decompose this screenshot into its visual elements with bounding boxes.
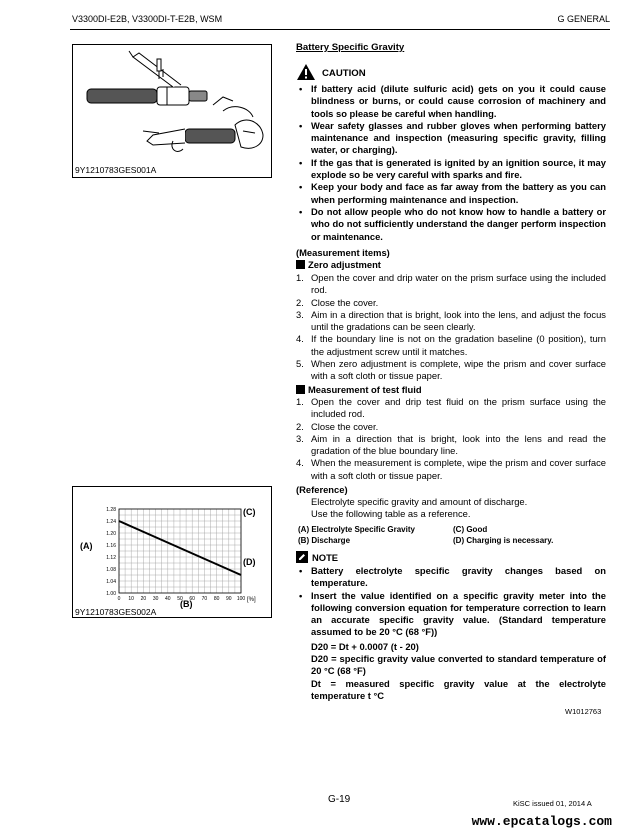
figure1-caption: 9Y1210783GES001A [75,165,157,175]
caution-item: • Wear safety glasses and rubber gloves when performing battery maintenance and inspection (measuring specific gravity, filling water, or charging). [296,120,606,157]
chart-label-a: (A) [80,541,93,551]
x-tick-label: 0 [117,596,121,602]
step-number: 4. [296,333,304,345]
header-doc-title: V3300DI-E2B, V3300DI-T-E2B, WSM [72,14,223,24]
y-tick-label: 1.12 [106,555,116,561]
step-number: 2. [296,420,304,432]
x-tick-label: 10 [128,596,134,602]
header-rule [70,29,610,30]
caution-item: • Keep your body and face as far away from the battery as you can when performing maintenance and inspection. [296,181,606,206]
x-tick-label: 30 [152,596,159,602]
caution-list [296,83,606,243]
warning-triangle-icon [296,63,316,81]
header-section: G GENERAL [557,14,610,24]
reference-line1: Electrolyte specific gravity and amount of discharge. [311,496,528,507]
legend-a: (A) Electrolyte Specific Gravity [298,525,415,534]
figure2-caption: 9Y1210783GES002A [75,607,157,617]
x-tick-label: 40 [165,596,171,602]
gravity-chart-figure [72,486,272,618]
list-item [296,358,606,383]
chart-label-b: (B) [180,599,193,609]
issue-info: KiSC issued 01, 2014 A [513,799,592,808]
equation-1: D20 = Dt + 0.0007 (t - 20) [311,641,419,652]
step-number: 2. [296,296,304,308]
list-item [296,333,606,358]
x-tick-label: 80 [213,596,220,602]
refractometer-figure [72,44,272,178]
section-title: Battery Specific Gravity [296,42,405,53]
step-text: Aim in a direction that is bright, look into the lens and read the gradation of the blue boundary line. [311,432,606,457]
test-fluid-heading [296,384,422,395]
refractometer-illustration [73,45,271,165]
zero-adjustment-heading [296,259,381,270]
caution-item: • If battery acid (dilute sulfuric acid) gets on you it could cause blindness or burns, or could cause corrosion of machinery and tools so please be careful when handling. [296,83,606,120]
list-item [296,457,606,482]
zero-steps [296,272,606,383]
chart-label-d: (D) [243,557,256,567]
reference-line2: Use the following table as a reference. [311,508,471,519]
legend-b: (B) Discharge [298,536,351,545]
x-tick-label: 100 [236,596,246,602]
equation-3: Dt = measured specific gravity value at the electrolyte temperature t °C [311,678,606,702]
step-text: Close the cover. [311,296,379,308]
step-text: If the boundary line is not on the gradation baseline (0 position), turn the adjustment screw until it matches. [311,333,606,357]
list-item [296,272,606,297]
y-tick-label: 1.00 [106,591,116,597]
page-number: G-19 [328,794,351,805]
list-item [296,297,606,309]
note-label: NOTE [312,552,339,563]
caution-item: • If the gas that is generated is ignited by an ignition source, it may explode so be very careful with sparks and fire. [296,157,606,182]
test-fluid-label: Measurement of test fluid [308,384,422,395]
y-tick-label: 1.16 [106,543,116,549]
list-item [296,421,606,433]
y-tick-label: 1.28 [106,507,116,513]
website-link[interactable]: www.epcatalogs.com [471,814,612,829]
list-item [296,309,606,334]
x-tick-label: 20 [140,596,147,602]
caution-item: • Do not allow people who do not know how to handle a battery or who do not sufficiently understand the danger perform inspection or maintenance. [296,206,606,243]
x-tick-label: 90 [226,596,232,602]
note-item: • Battery electrolyte specific gravity changes based on temperature. [296,565,606,590]
x-tick-label: 60 [189,596,195,602]
x-tick-label: 70 [201,596,208,602]
measurement-items-heading: (Measurement items) [296,247,390,258]
zero-adjustment-label: Zero adjustment [308,259,381,270]
step-text: Close the cover. [311,420,379,432]
gravity-chart [73,487,271,605]
y-tick-label: 1.08 [106,567,116,573]
y-tick-label: 1.04 [106,579,116,585]
square-bullet-icon [296,385,305,394]
doc-code: W1012763 [565,707,602,716]
chart-label-c: (C) [243,507,256,517]
list-item [296,433,606,458]
y-tick-label: 1.20 [106,531,116,537]
equation-2: D20 = specific gravity value converted to standard temperature of 20 °C (68 °F) [311,653,606,677]
y-tick-label: 1.24 [106,519,116,525]
note-pencil-icon [296,551,308,563]
square-bullet-icon [296,260,305,269]
list-item [296,396,606,421]
step-number: 3. [296,432,304,444]
step-number: 3. [296,308,304,320]
test-steps [296,396,606,482]
x-tick-label: 50 [177,596,183,602]
step-number: 5. [296,358,304,370]
note-item: • Insert the value identified on a specific gravity meter into the following conversion equation for temperature correction to learn an accurate specific gravity value. (Standard temperature assumed to be 20 °C (68 °F)) [296,590,606,639]
step-text: When the measurement is complete, wipe the prism and cover surface with a soft cloth or tissue paper. [311,457,606,481]
step-number: 1. [296,396,304,407]
step-text: Aim in a direction that is bright, look into the lens, and adjust the focus until the gradations can be seen clearly. [311,308,606,333]
step-text: Open the cover and drip water on the prism surface using the included rod. [311,272,606,296]
legend-d: (D) Charging is necessary. [453,536,554,545]
reference-heading: (Reference) [296,484,348,495]
step-number: 1. [296,272,304,283]
step-number: 4. [296,457,304,469]
step-text: Open the cover and drip test fluid on the prism surface using the included rod. [311,396,606,420]
caution-label: CAUTION [322,68,366,79]
note-list [296,565,606,639]
step-text: When zero adjustment is complete, wipe the prism and cover surface with a soft cloth or tissue paper. [311,358,606,382]
legend-c: (C) Good [453,525,488,534]
chart-x-unit: [%] [247,597,256,603]
